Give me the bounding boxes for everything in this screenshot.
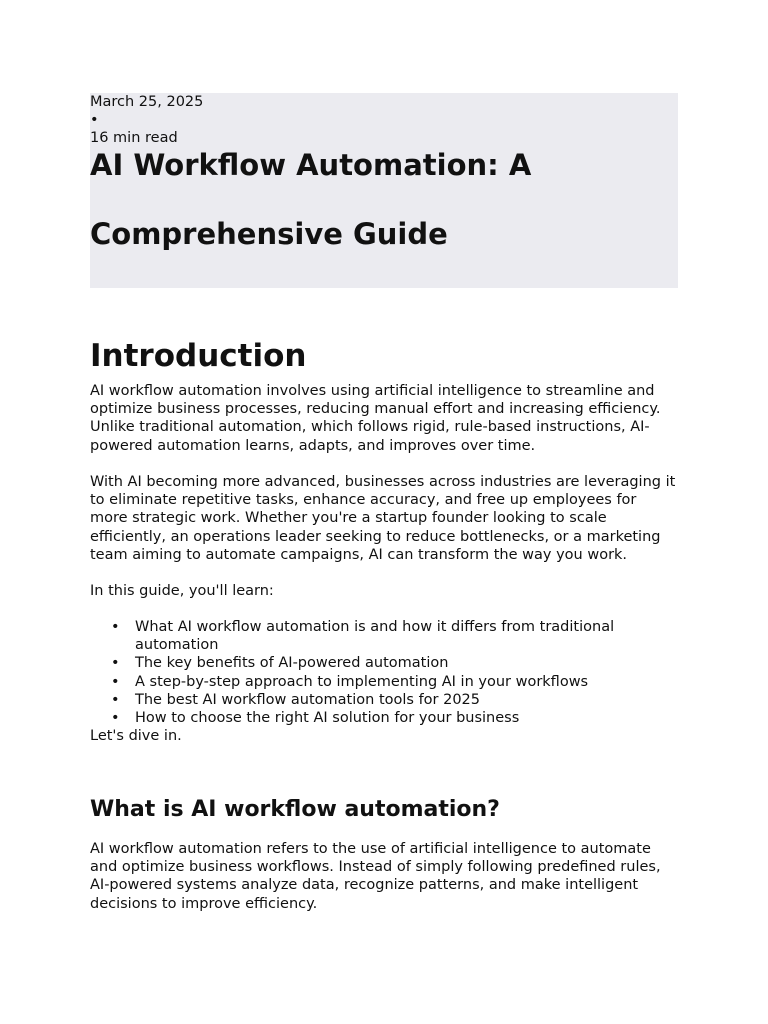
bullet-icon: • xyxy=(111,655,120,672)
list-item-text: What AI workflow automation is and how it differs from traditional automation xyxy=(135,619,615,654)
intro-closing: Let's dive in. xyxy=(90,728,182,744)
list-item-text: The key benefits of AI-powered automation xyxy=(135,655,449,672)
list-item xyxy=(90,673,650,691)
list-item xyxy=(90,709,650,727)
article-header xyxy=(90,93,678,288)
guide-topics-list xyxy=(90,618,650,727)
list-item xyxy=(90,654,650,672)
list-item-text: How to choose the right AI solution for your business xyxy=(135,710,520,727)
bullet-icon: • xyxy=(111,673,120,690)
list-item xyxy=(90,691,650,709)
intro-heading: Introduction xyxy=(90,338,307,374)
article-page xyxy=(90,93,678,912)
article-title-line-2: Comprehensive Guide xyxy=(90,217,448,251)
article-title xyxy=(90,131,678,269)
bullet-icon: • xyxy=(111,619,120,635)
bullet-icon: • xyxy=(111,710,120,727)
list-item-text: A step-by-step approach to implementing AI in your workflows xyxy=(135,673,589,690)
article-title-line-1: AI Workflow Automation: A xyxy=(90,148,532,182)
section-heading: What is AI workflow automation? xyxy=(90,797,500,822)
read-time: 16 min read xyxy=(90,130,178,146)
intro-paragraph-3: In this guide, you'll learn: xyxy=(90,583,274,599)
bullet-icon: • xyxy=(111,691,120,708)
list-item xyxy=(90,618,650,654)
intro-paragraph-2: With AI becoming more advanced, businesses across industries are leveraging it to eliminate repetitive tasks, enhance accuracy, and free up employees for more strategic work. Whether you're a startup founder looking to scale efficiently, an operations leader seeking to reduce bottlenecks, or a marketing team aiming to automate campaigns, AI can transform the way you work. xyxy=(90,474,676,563)
list-item-text: The best AI workflow automation tools for 2025 xyxy=(135,691,481,708)
intro-paragraph-1: AI workflow automation involves using artificial intelligence to streamline and optimize business processes, reducing manual effort and increasing efficiency. Unlike traditional automation, which follows rigid, rule-based instructions, AI-powered automation learns, adapts, and improves over time. xyxy=(90,383,661,454)
publish-date: March 25, 2025 xyxy=(90,94,204,110)
section-paragraph: AI workflow automation refers to the use of artificial intelligence to automate and optimize business workflows. Instead of simply following predefined rules, AI-powered systems analyze data, recognize patterns, and make intelligent decisions to improve efficiency. xyxy=(90,841,661,912)
meta-separator: • xyxy=(90,112,99,128)
